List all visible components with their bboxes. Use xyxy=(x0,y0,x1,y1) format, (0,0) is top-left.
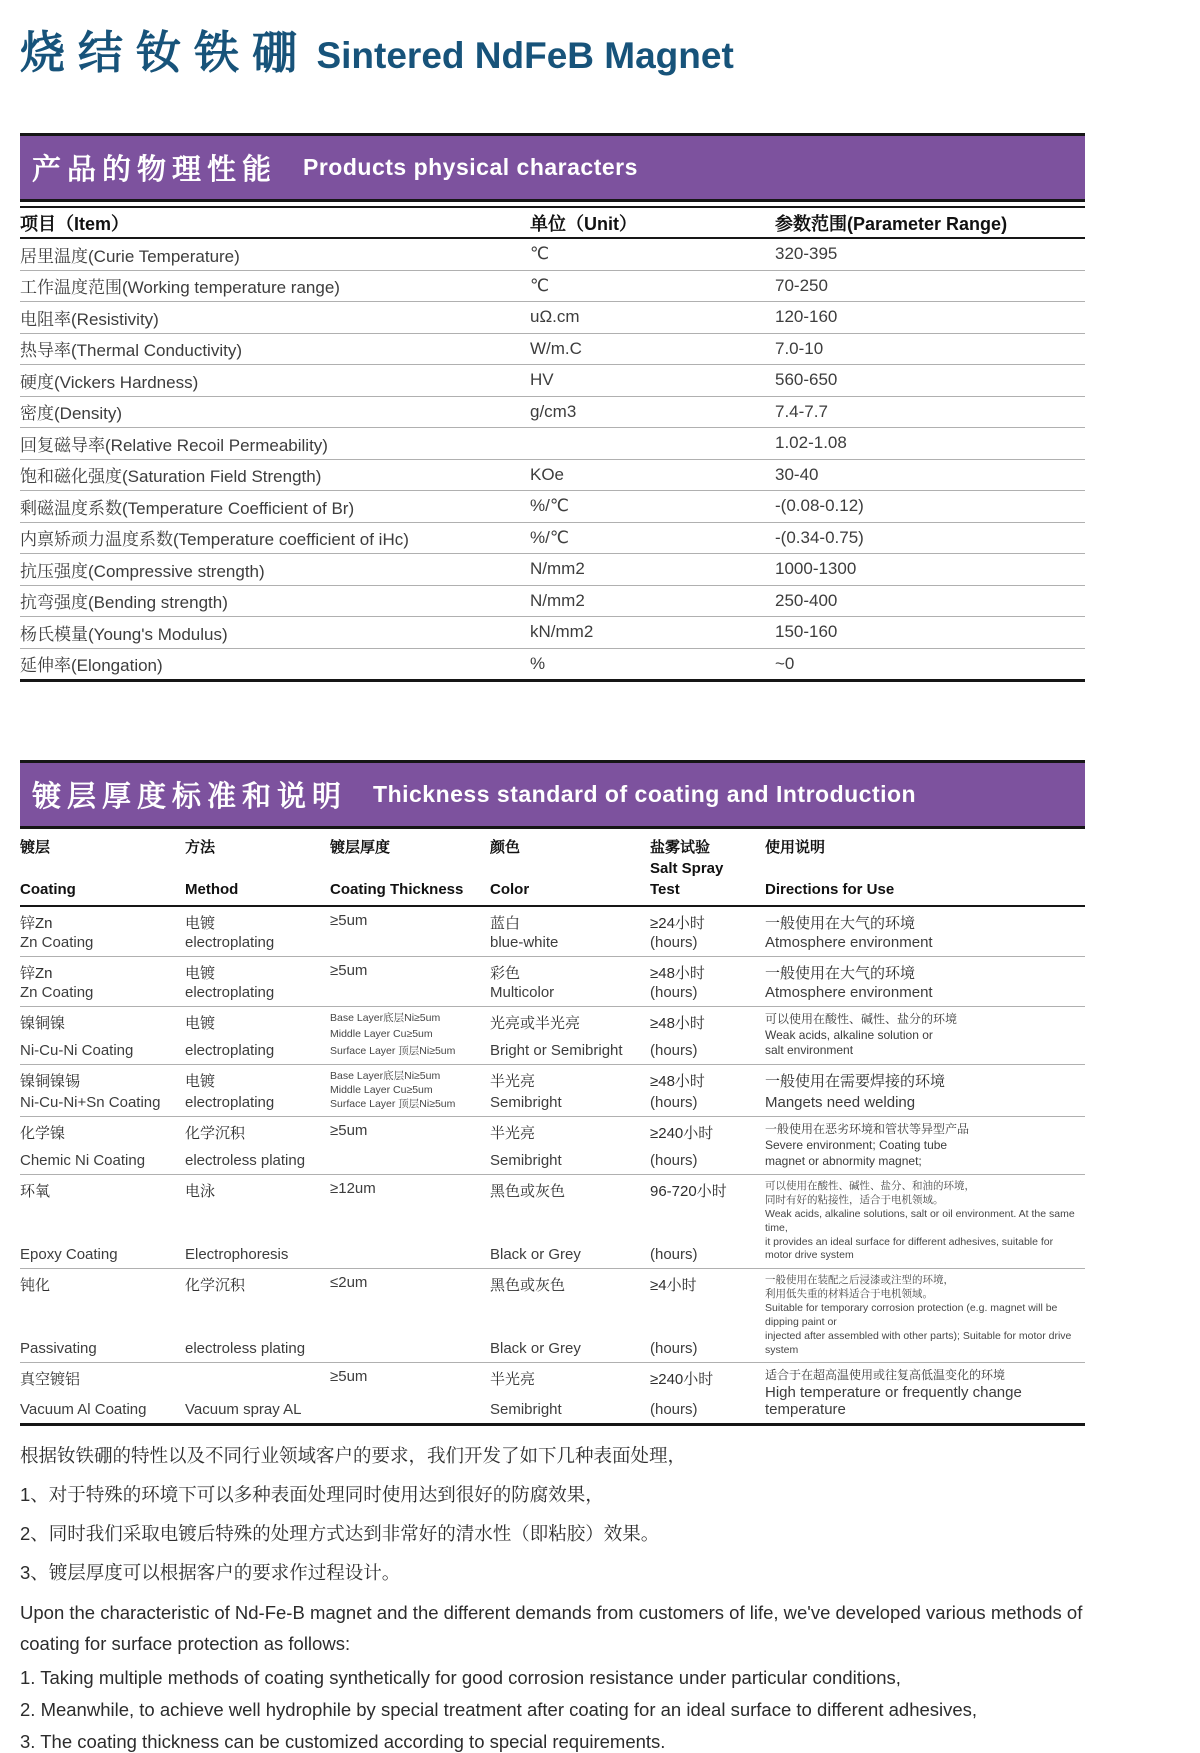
thickness-layer-line: Surface Layer 顶层Ni≥5um xyxy=(330,1044,456,1057)
col-header-method-zh: 方法 xyxy=(185,839,216,856)
color-zh: 彩色 xyxy=(490,965,521,982)
method-cell xyxy=(185,1368,330,1418)
thickness-value: ≥5um xyxy=(330,1368,368,1386)
table-row xyxy=(20,617,1085,649)
coating-cell xyxy=(20,1274,185,1357)
salt-cell xyxy=(650,1368,765,1418)
salt-en: (hours) xyxy=(650,984,698,1001)
salt-zh: ≥48小时 xyxy=(650,1015,705,1032)
coating-zh: 化学镍 xyxy=(20,1125,66,1143)
coating-table xyxy=(20,837,1085,1426)
color-en: Black or Grey xyxy=(490,1246,581,1264)
col-header-coating xyxy=(20,837,185,900)
directions-line: 一般使用在装配之后浸漆或注型的环境， xyxy=(765,1274,954,1287)
notes-zh-item-1: 1、对于特殊的环境下可以多种表面处理同时使用达到很好的防腐效果， xyxy=(20,1484,604,1506)
coating-cell xyxy=(20,962,185,1001)
color-cell xyxy=(490,1368,650,1418)
range-cell: 30-40 xyxy=(775,464,819,484)
table-row xyxy=(20,491,1085,523)
col-header-color xyxy=(490,837,650,900)
method-cell xyxy=(185,912,330,951)
color-zh: 黑色或灰色 xyxy=(490,1277,566,1295)
thickness-value: ≥12um xyxy=(330,1180,376,1198)
method-cell xyxy=(185,1012,330,1059)
item-cell: 工作温度范围(Working temperature range) xyxy=(20,278,340,298)
unit-cell: ℃ xyxy=(530,244,550,264)
directions-line: 一般使用在恶劣环境和管状等异型产品 xyxy=(765,1122,970,1137)
directions-cell xyxy=(765,1122,1085,1169)
method-zh: 电镀 xyxy=(185,965,216,982)
thickness-layer-line: Middle Layer Cu≥5um xyxy=(330,1028,433,1041)
section1-banner-en: Products physical characters xyxy=(303,154,638,180)
directions-line: 同时有好的粘接性，适合于电机领域。 xyxy=(765,1194,944,1206)
coating-row xyxy=(20,957,1085,1007)
color-en: blue-white xyxy=(490,934,559,951)
item-cell: 饱和磁化强度(Saturation Field Strength) xyxy=(20,467,322,487)
directions-line: 可以使用在酸性、碱性、盐分的环境 xyxy=(765,1012,958,1026)
directions-line: High temperature or frequently change xyxy=(765,1384,1022,1402)
method-zh: 电镀 xyxy=(185,1015,216,1032)
section1-banner-zh: 产品的物理性能 xyxy=(32,154,278,186)
item-cell: 抗压强度(Compressive strength) xyxy=(20,561,265,581)
directions-line: Weak acids, alkaline solution or xyxy=(765,1027,933,1042)
physical-characters-table xyxy=(20,206,1085,682)
color-cell xyxy=(490,1180,650,1263)
directions-en: Mangets need welding xyxy=(765,1094,916,1112)
col-header-directions-zh: 使用说明 xyxy=(765,839,826,856)
col-header-salt xyxy=(650,837,765,900)
thickness-value: ≥5um xyxy=(330,912,368,929)
section-banner-coating xyxy=(20,760,1085,829)
table-row xyxy=(20,397,1085,429)
coating-en: Ni-Cu-Ni Coating xyxy=(20,1041,134,1059)
coating-cell xyxy=(20,1122,185,1169)
directions-cell xyxy=(765,912,1085,951)
coating-zh: 钝化 xyxy=(20,1277,51,1295)
table-header xyxy=(20,837,1085,907)
unit-cell: N/mm2 xyxy=(530,559,585,579)
col-header-method-en: Method xyxy=(185,881,239,898)
coating-cell xyxy=(20,1012,185,1059)
directions-line: Weak acids, alkaline solutions, salt or oil environment. At the same time, xyxy=(765,1207,1075,1234)
color-cell xyxy=(490,1012,650,1059)
page-title-zh: 烧结钕铁硼 xyxy=(20,27,311,78)
directions-cell xyxy=(765,1368,1085,1418)
range-cell: 1.02-1.08 xyxy=(775,433,847,453)
item-cell: 剩磁温度系数(Temperature Coefficient of Br) xyxy=(20,498,355,518)
range-cell: 320-395 xyxy=(775,244,838,264)
method-zh: 化学沉积 xyxy=(185,1277,246,1295)
col-header-salt-zh: 盐雾试验 xyxy=(650,839,711,856)
salt-cell xyxy=(650,1122,765,1169)
table-row xyxy=(20,302,1085,334)
notes-zh-intro: 根据钕铁硼的特性以及不同行业领域客户的要求，我们开发了如下几种表面处理， xyxy=(20,1445,687,1467)
directions-line: magnet or abnormity magnet; xyxy=(765,1153,922,1168)
notes-en-item-1: 1. Taking multiple methods of coating synthetically for good corrosion resistance under particular conditions, xyxy=(20,1667,901,1689)
thickness-layer-line: Middle Layer Cu≥5um xyxy=(330,1083,433,1096)
unit-cell: uΩ.cm xyxy=(530,307,580,327)
salt-zh: ≥24小时 xyxy=(650,915,705,932)
col-header-method xyxy=(185,837,330,900)
method-en: electroplating xyxy=(185,1041,275,1059)
range-cell: 250-400 xyxy=(775,590,838,610)
item-cell: 回复磁导率(Relative Recoil Permeability) xyxy=(20,435,328,455)
item-cell: 电阻率(Resistivity) xyxy=(20,309,159,329)
color-cell xyxy=(490,962,650,1001)
coating-en: Epoxy Coating xyxy=(20,1246,118,1264)
salt-en: (hours) xyxy=(650,934,698,951)
range-cell: 150-160 xyxy=(775,622,838,642)
coating-en: Passivating xyxy=(20,1340,97,1358)
table-row xyxy=(20,523,1085,555)
salt-cell xyxy=(650,1070,765,1112)
item-cell: 延伸率(Elongation) xyxy=(20,656,163,676)
notes-en-intro: Upon the characteristic of Nd-Fe-B magnet and the different demands from customers of life, we've developed various methods of coating for surface protection as follows: xyxy=(20,1602,1083,1654)
coating-row xyxy=(20,1007,1085,1065)
directions-line: Severe environment; Coating tube xyxy=(765,1137,948,1152)
coating-en: Vacuum Al Coating xyxy=(20,1401,147,1419)
table-row xyxy=(20,365,1085,397)
coating-row xyxy=(20,1363,1085,1423)
color-zh: 半光亮 xyxy=(490,1072,536,1090)
table-row xyxy=(20,271,1085,303)
directions-cell xyxy=(765,1274,1085,1357)
thickness-layer-line: Base Layer底层Ni≥5um xyxy=(330,1069,441,1082)
col-header-unit: 单位（Unit） xyxy=(530,213,637,234)
range-cell: -(0.34-0.75) xyxy=(775,527,864,547)
item-cell: 密度(Density) xyxy=(20,404,123,424)
color-en: Semibright xyxy=(490,1401,562,1419)
thickness-cell xyxy=(330,1368,490,1418)
section-banner-physical xyxy=(20,133,1085,202)
color-zh: 黑色或灰色 xyxy=(490,1183,566,1201)
unit-cell: % xyxy=(530,653,546,673)
coating-row xyxy=(20,1065,1085,1118)
salt-cell xyxy=(650,912,765,951)
thickness-cell xyxy=(330,912,490,951)
directions-cell xyxy=(765,1180,1085,1263)
salt-en: (hours) xyxy=(650,1041,698,1059)
coating-row xyxy=(20,1269,1085,1363)
col-header-thickness-zh: 镀层厚度 xyxy=(330,839,391,856)
directions-en: Atmosphere environment xyxy=(765,934,933,951)
document-page xyxy=(20,0,1085,1753)
thickness-cell xyxy=(330,962,490,1001)
unit-cell: kN/mm2 xyxy=(530,622,594,642)
color-cell xyxy=(490,1274,650,1357)
method-zh: 电镀 xyxy=(185,915,216,932)
directions-line: it provides an ideal surface for different adhesives, suitable for motor drive system xyxy=(765,1235,1054,1262)
range-cell: 120-160 xyxy=(775,307,838,327)
directions-line: injected after assembled with other parts); Suitable for motor drive system xyxy=(765,1329,1072,1356)
notes-zh-item-2: 2、同时我们采取电镀后特殊的处理方式达到非常好的清水性（即粘胶）效果。 xyxy=(20,1523,660,1545)
table-row xyxy=(20,649,1085,680)
coating-zh: 环氧 xyxy=(20,1183,51,1201)
thickness-cell xyxy=(330,1122,490,1169)
color-en: Bright or Semibright xyxy=(490,1041,623,1059)
salt-zh: 96-720小时 xyxy=(650,1183,727,1201)
range-cell: ~0 xyxy=(775,653,795,673)
method-cell xyxy=(185,1180,330,1263)
coating-cell xyxy=(20,1070,185,1112)
directions-cell xyxy=(765,962,1085,1001)
table-header xyxy=(20,206,1085,239)
coating-row xyxy=(20,1175,1085,1269)
method-en: electroplating xyxy=(185,934,275,951)
method-zh: 化学沉积 xyxy=(185,1125,246,1143)
thickness-layer-line: Base Layer底层Ni≥5um xyxy=(330,1012,441,1024)
unit-cell: W/m.C xyxy=(530,338,582,358)
thickness-cell xyxy=(330,1274,490,1357)
directions-line: 利用低失重的材料适合于电机领域。 xyxy=(765,1288,933,1301)
unit-cell: %/℃ xyxy=(530,527,569,547)
coating-en: Chemic Ni Coating xyxy=(20,1152,146,1170)
thickness-value: ≥5um xyxy=(330,962,368,979)
directions-zh: 一般使用在需要焊接的环境 xyxy=(765,1072,946,1090)
method-zh: 电镀 xyxy=(185,1072,216,1090)
method-en: electroplating xyxy=(185,1094,275,1112)
item-cell: 硬度(Vickers Hardness) xyxy=(20,372,199,392)
coating-cell xyxy=(20,912,185,951)
directions-line: Suitable for temporary corrosion protection (e.g. magnet will be dipping paint or xyxy=(765,1302,1058,1328)
color-en: Semibright xyxy=(490,1152,562,1170)
salt-cell xyxy=(650,1274,765,1357)
item-cell: 热导率(Thermal Conductivity) xyxy=(20,341,242,361)
unit-cell: %/℃ xyxy=(530,496,569,516)
directions-line: temperature xyxy=(765,1401,846,1419)
directions-line: 适合于在超高温使用或往复高低温变化的环境 xyxy=(765,1368,1006,1383)
color-cell xyxy=(490,1122,650,1169)
col-header-coating-zh: 镀层 xyxy=(20,839,51,856)
thickness-cell xyxy=(330,1070,490,1112)
thickness-value: ≥5um xyxy=(330,1122,368,1140)
col-header-color-en: Color xyxy=(490,881,530,898)
salt-en: (hours) xyxy=(650,1340,698,1358)
color-en: Semibright xyxy=(490,1094,562,1112)
method-en: Vacuum spray AL xyxy=(185,1401,302,1419)
notes-en-item-2: 2. Meanwhile, to achieve well hydrophile by special treatment after coating for an ideal surface to different adhesives, xyxy=(20,1699,978,1721)
method-en: electroplating xyxy=(185,984,275,1001)
unit-cell: N/mm2 xyxy=(530,590,585,610)
salt-en: (hours) xyxy=(650,1401,698,1419)
thickness-cell xyxy=(330,1180,490,1263)
thickness-layer-line: Surface Layer 顶层Ni≥5um xyxy=(330,1097,456,1110)
unit-cell: g/cm3 xyxy=(530,401,577,421)
section2-banner-en: Thickness standard of coating and Introduction xyxy=(373,781,917,807)
directions-cell xyxy=(765,1070,1085,1112)
notes-zh-item-3: 3、镀层厚度可以根据客户的要求作过程设计。 xyxy=(20,1562,401,1584)
col-header-range: 参数范围(Parameter Range) xyxy=(775,213,1008,234)
directions-en: Atmosphere environment xyxy=(765,984,933,1001)
unit-cell: ℃ xyxy=(530,275,550,295)
color-zh: 光亮或半光亮 xyxy=(490,1015,581,1032)
coating-row xyxy=(20,907,1085,957)
page-title xyxy=(20,16,1085,81)
range-cell: 7.0-10 xyxy=(775,338,824,358)
item-cell: 内禀矫顽力温度系数(Temperature coefficient of iHc) xyxy=(20,530,409,550)
salt-zh: ≥240小时 xyxy=(650,1125,714,1143)
range-cell: 70-250 xyxy=(775,275,828,295)
directions-cell xyxy=(765,1012,1085,1059)
notes-chinese xyxy=(20,1442,1085,1585)
col-header-salt-en: Salt Spray Test xyxy=(650,860,724,898)
section2-banner-zh: 镀层厚度标准和说明 xyxy=(32,781,348,813)
col-header-directions xyxy=(765,837,1085,900)
color-zh: 半光亮 xyxy=(490,1125,536,1143)
range-cell: -(0.08-0.12) xyxy=(775,496,864,516)
coating-en: Ni-Cu-Ni+Sn Coating xyxy=(20,1094,161,1112)
method-cell xyxy=(185,1122,330,1169)
item-cell: 居里温度(Curie Temperature) xyxy=(20,246,240,266)
color-zh: 蓝白 xyxy=(490,915,521,932)
method-zh: 电泳 xyxy=(185,1183,216,1201)
salt-cell xyxy=(650,1012,765,1059)
table-row xyxy=(20,428,1085,460)
table-row xyxy=(20,460,1085,492)
method-cell xyxy=(185,1070,330,1112)
range-cell: 1000-1300 xyxy=(775,559,857,579)
directions-zh: 一般使用在大气的环境 xyxy=(765,965,916,982)
notes-en-item-3: 3. The coating thickness can be customized according to special requirements. xyxy=(20,1731,666,1753)
color-zh: 半光亮 xyxy=(490,1371,536,1389)
col-header-thickness xyxy=(330,837,490,900)
coating-row xyxy=(20,1117,1085,1175)
col-header-color-zh: 颜色 xyxy=(490,839,521,856)
salt-en: (hours) xyxy=(650,1094,698,1112)
thickness-value: ≤2um xyxy=(330,1274,368,1292)
salt-en: (hours) xyxy=(650,1246,698,1264)
coating-en: Zn Coating xyxy=(20,984,94,1001)
coating-zh: 真空镀铝 xyxy=(20,1371,81,1389)
col-header-coating-en: Coating xyxy=(20,881,76,898)
unit-cell: HV xyxy=(530,370,554,390)
method-en: Electrophoresis xyxy=(185,1246,289,1264)
salt-zh: ≥4小时 xyxy=(650,1277,697,1295)
coating-zh: 锌Zn xyxy=(20,915,53,932)
color-en: Black or Grey xyxy=(490,1340,581,1358)
salt-en: (hours) xyxy=(650,1152,698,1170)
directions-line: salt environment xyxy=(765,1043,854,1058)
range-cell: 560-650 xyxy=(775,370,838,390)
table-row xyxy=(20,554,1085,586)
page-title-en: Sintered NdFeB Magnet xyxy=(316,35,734,76)
color-en: Multicolor xyxy=(490,984,555,1001)
method-cell xyxy=(185,962,330,1001)
unit-cell: KOe xyxy=(530,464,565,484)
table-row xyxy=(20,586,1085,618)
color-cell xyxy=(490,912,650,951)
item-cell: 杨氏模量(Young's Modulus) xyxy=(20,624,228,644)
col-header-thickness-en: Coating Thickness xyxy=(330,881,464,898)
directions-zh: 一般使用在大气的环境 xyxy=(765,915,916,932)
method-en: electroless plating xyxy=(185,1152,306,1170)
salt-zh: ≥48小时 xyxy=(650,1072,705,1090)
method-cell xyxy=(185,1274,330,1357)
salt-zh: ≥48小时 xyxy=(650,965,705,982)
col-header-directions-en: Directions for Use xyxy=(765,881,895,898)
directions-line: 可以使用在酸性、碱性、盐分、和油的环境， xyxy=(765,1180,975,1193)
table-row xyxy=(20,239,1085,271)
col-header-item: 项目（Item） xyxy=(20,213,130,234)
coating-cell xyxy=(20,1180,185,1263)
thickness-cell xyxy=(330,1012,490,1059)
item-cell: 抗弯强度(Bending strength) xyxy=(20,593,228,613)
coating-zh: 锌Zn xyxy=(20,965,53,982)
color-cell xyxy=(490,1070,650,1112)
coating-en: Zn Coating xyxy=(20,934,94,951)
salt-cell xyxy=(650,1180,765,1263)
salt-zh: ≥240小时 xyxy=(650,1371,714,1389)
coating-zh: 镍铜镍 xyxy=(20,1015,66,1032)
salt-cell xyxy=(650,962,765,1001)
range-cell: 7.4-7.7 xyxy=(775,401,828,421)
notes-english xyxy=(20,1598,1095,1753)
coating-cell xyxy=(20,1368,185,1418)
method-en: electroless plating xyxy=(185,1340,306,1358)
coating-zh: 镍铜镍锡 xyxy=(20,1072,81,1090)
table-row xyxy=(20,334,1085,366)
